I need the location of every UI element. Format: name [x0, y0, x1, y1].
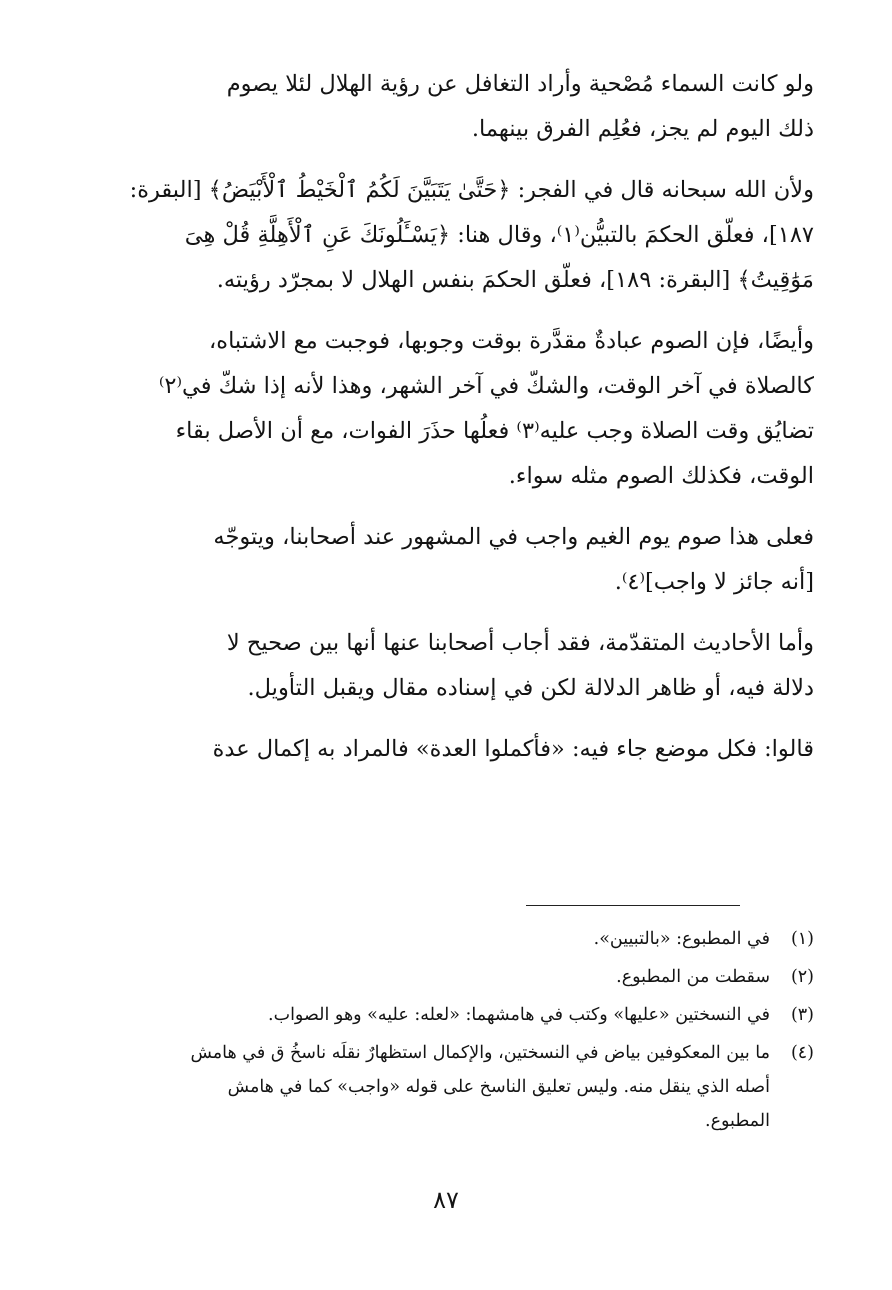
- footnote-text: [78, 922, 770, 956]
- main-text: [78, 62, 814, 772]
- text-line: كالصلاة في آخر الوقت، والشكّ في آخر الشهر، وهذا لأنه إذا شكّ في⁽٢⁾: [158, 373, 814, 399]
- page-number: ٨٧: [433, 1186, 459, 1214]
- paragraph-2: [78, 168, 814, 303]
- footnote-number: (٣): [790, 1005, 814, 1025]
- footnote-number: (١): [790, 929, 814, 949]
- paragraph-6: [78, 727, 814, 772]
- text-line: تضايُق وقت الصلاة وجب عليه⁽٣⁾ فعلُها حذَرَ الفوات، مع أن الأصل بقاء: [175, 418, 814, 444]
- footnote-number: (٤): [790, 1043, 814, 1063]
- footnote-line: المطبوع.: [705, 1111, 770, 1131]
- footnotes: [78, 922, 814, 1142]
- text-line: ولأن الله سبحانه قال في الفجر: ﴿حَتَّىٰ يَتَبَيَّنَ لَكُمُ ٱلْخَيْطُ ٱلْأَبْيَضُ﴾ [البقرة:: [129, 177, 814, 203]
- footnote-separator: [526, 905, 740, 906]
- footnote-line: في النسختين «عليها» وكتب في هامشهما: «لعله: عليه» وهو الصواب.: [268, 1005, 770, 1025]
- footnote-3: [78, 998, 814, 1032]
- text-line: ١٨٧]، فعلّق الحكمَ بالتبيُّن⁽١⁾، وقال هنا: ﴿يَسْـَٔلُونَكَ عَنِ ٱلْأَهِلَّةِ قُلْ هِىَ: [184, 222, 814, 248]
- footnote-4: [78, 1036, 814, 1138]
- paragraph-4: [78, 515, 814, 605]
- text-line: ذلك اليوم لم يجز، فعُلِم الفرق بينهما.: [471, 116, 814, 142]
- footnote-2: [78, 960, 814, 994]
- text-line: الوقت، فكذلك الصوم مثله سواء.: [508, 463, 814, 489]
- text-line: دلالة فيه، أو ظاهر الدلالة لكن في إسناده مقال ويقبل التأويل.: [247, 675, 814, 701]
- text-line: [أنه جائز لا واجب]⁽٤⁾.: [614, 569, 814, 595]
- text-line: وأيضًا، فإن الصوم عبادةٌ مقدَّرة بوقت وجوبها، فوجبت مع الاشتباه،: [209, 328, 814, 354]
- footnote-number: (٢): [790, 967, 814, 987]
- footnote-text: [78, 1036, 770, 1138]
- paragraph-3: [78, 319, 814, 499]
- text-line: فعلى هذا صوم يوم الغيم واجب في المشهور عند أصحابنا، ويتوجّه: [213, 524, 814, 550]
- footnote-1: [78, 922, 814, 956]
- paragraph-1: [78, 62, 814, 152]
- text-line: ولو كانت السماء مُصْحية وأراد التغافل عن رؤية الهلال لئلا يصوم: [226, 71, 814, 97]
- text-line: وأما الأحاديث المتقدّمة، فقد أجاب أصحابنا عنها أنها بين صحيح لا: [226, 630, 814, 656]
- footnote-line: ما بين المعكوفين بياض في النسختين، والإكمال استظهارٌ نقلَه ناسخُ ق في هامش: [190, 1043, 770, 1063]
- footnote-line: سقطت من المطبوع.: [616, 967, 770, 987]
- footnote-text: [78, 998, 770, 1032]
- paragraph-5: [78, 621, 814, 711]
- footnote-line: في المطبوع: «بالتبيين».: [593, 929, 770, 949]
- text-line: مَوَٰقِيتُ﴾ [البقرة: ١٨٩]، فعلّق الحكمَ بنفس الهلال لا بمجرّد رؤيته.: [216, 267, 814, 293]
- footnote-line: أصله الذي ينقل منه. وليس تعليق الناسخ على قوله «واجب» كما في هامش: [227, 1077, 770, 1097]
- text-line: قالوا: فكل موضع جاء فيه: «فأكملوا العدة» فالمراد به إكمال عدة: [212, 736, 814, 762]
- footnote-text: [78, 960, 770, 994]
